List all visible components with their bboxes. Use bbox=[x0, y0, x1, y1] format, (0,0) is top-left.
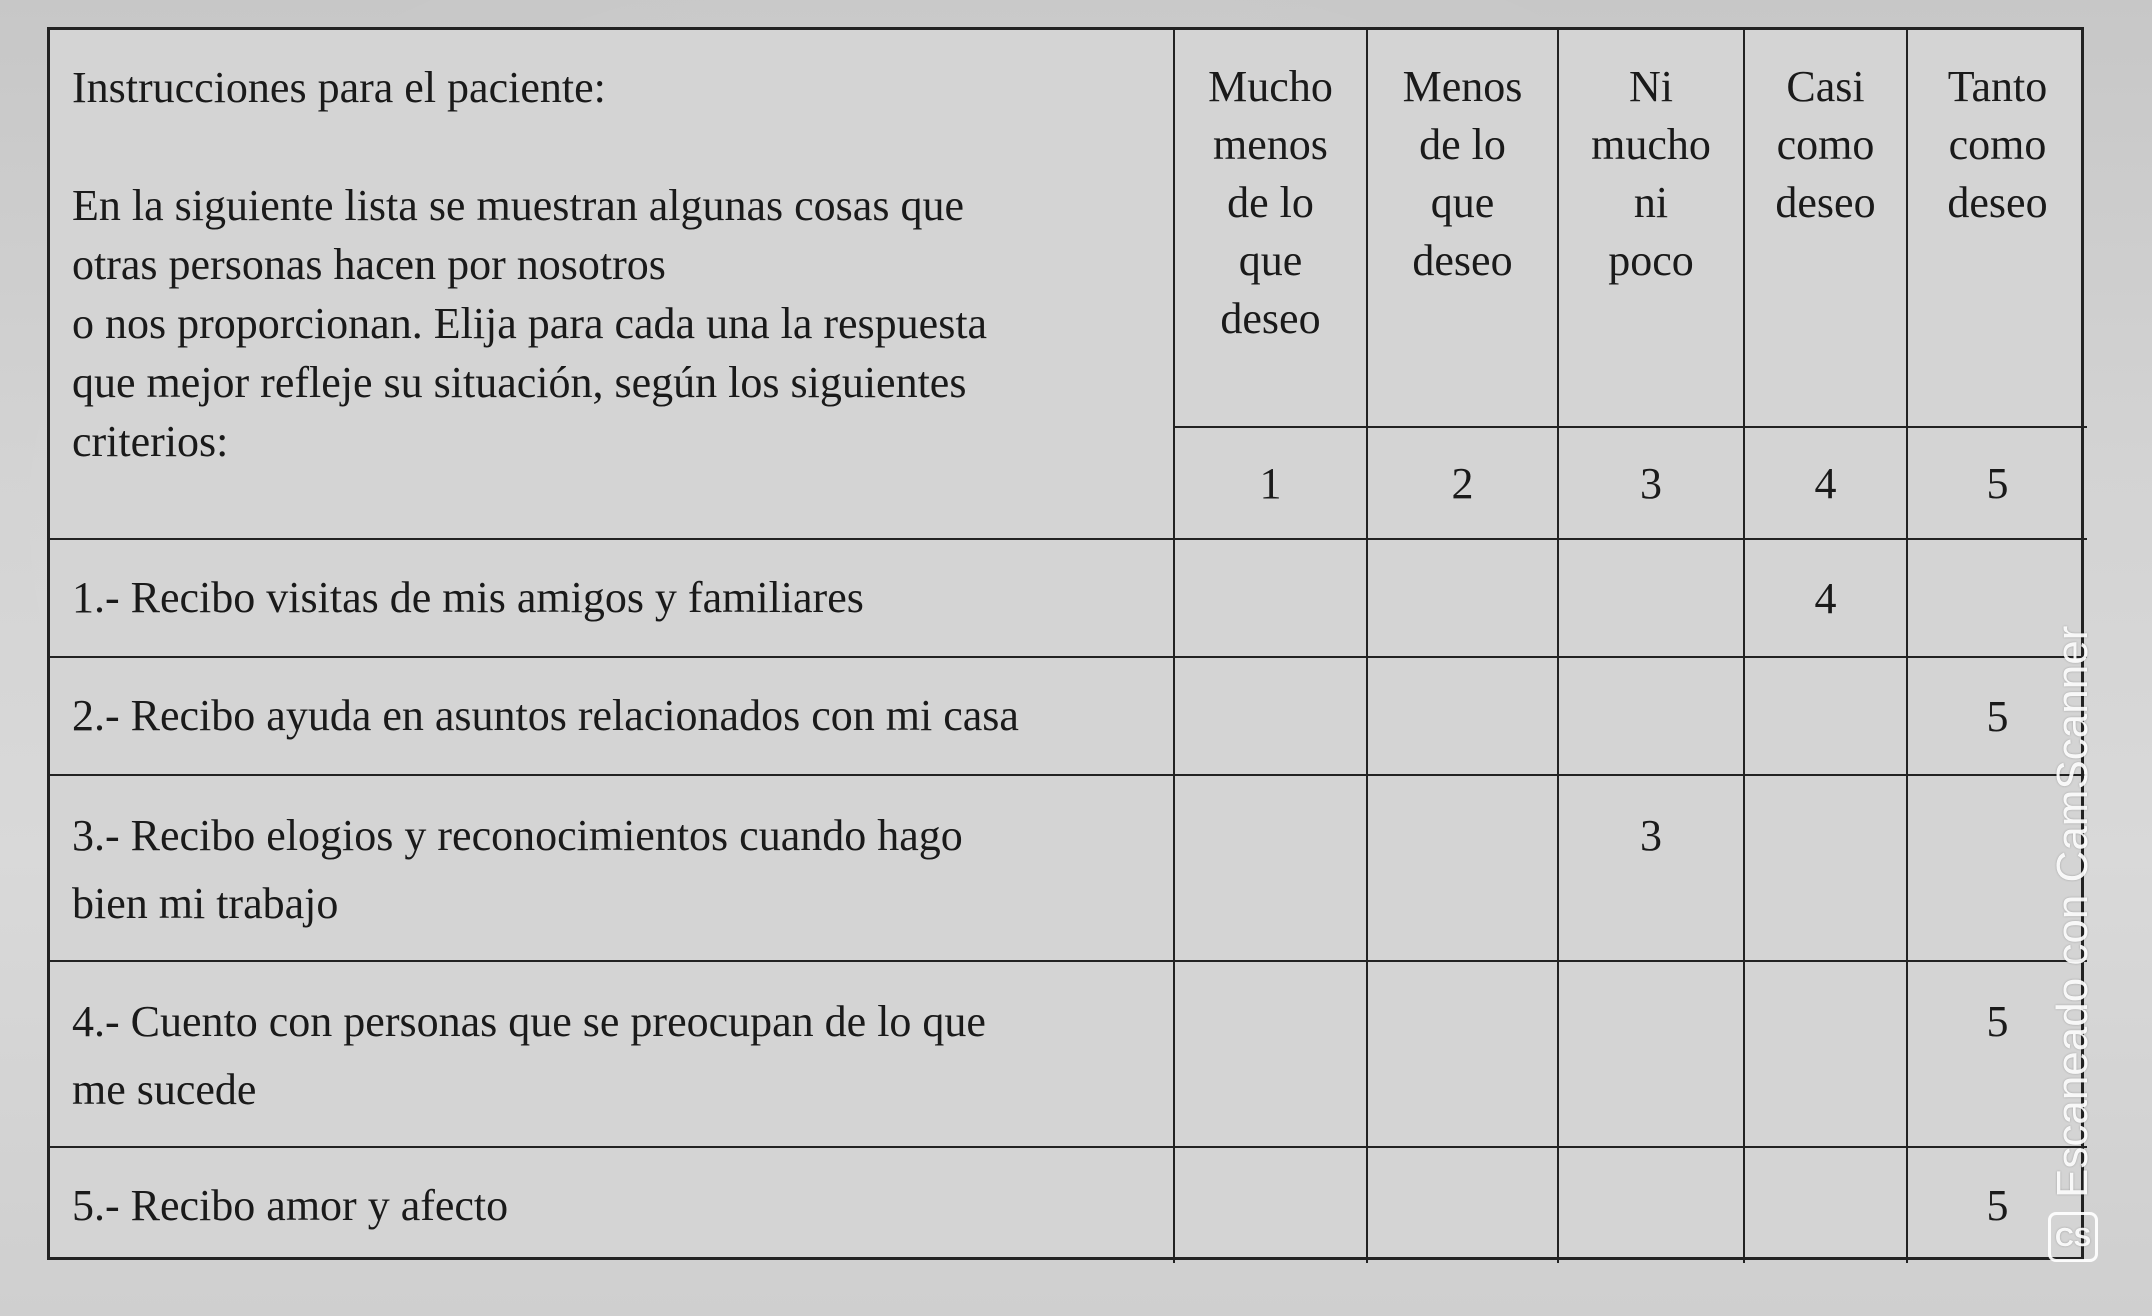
answer-mark-4: 5 bbox=[1908, 962, 2087, 1148]
answer-mark-2: 5 bbox=[1908, 658, 2087, 776]
answer-mark-5: 5 bbox=[1986, 1181, 2009, 1230]
answer-cell-5-1 bbox=[1175, 1148, 1368, 1263]
instructions-body: En la siguiente lista se muestran algunas cosas que otras personas hacen por nosotros o nos proporcionan. Elija para cada una la respuesta que mejor refleje su situación, según los siguientes criterios: bbox=[72, 181, 988, 466]
answer-cell-2-2 bbox=[1368, 658, 1559, 776]
answer-cell-2-4 bbox=[1745, 658, 1908, 776]
column-value-1: 1 bbox=[1175, 428, 1368, 540]
question-5: 5.- Recibo amor y afecto bbox=[50, 1148, 1175, 1263]
answer-cell-3-2 bbox=[1368, 776, 1559, 962]
answer-cell-2-3 bbox=[1559, 658, 1745, 776]
answer-cell-4-2 bbox=[1368, 962, 1559, 1148]
answer-cell-1-2 bbox=[1368, 540, 1559, 658]
question-4: 4.- Cuento con personas que se preocupan de lo que me sucede bbox=[50, 962, 1175, 1148]
answer-mark-1: 4 bbox=[1745, 540, 1908, 658]
answer-cell-5-4 bbox=[1745, 1148, 1908, 1263]
column-value-2: 2 bbox=[1368, 428, 1559, 540]
camscanner-watermark bbox=[2048, 626, 2098, 1262]
answer-cell-1-1 bbox=[1175, 540, 1368, 658]
answer-cell-3-4 bbox=[1745, 776, 1908, 962]
answer-cell-5-3 bbox=[1559, 1148, 1745, 1263]
column-header-2: Menos de lo que deseo bbox=[1368, 30, 1559, 428]
answer-cell-3-1 bbox=[1175, 776, 1368, 962]
column-header-5: Tanto como deseo bbox=[1908, 30, 2087, 428]
instructions-title: Instrucciones para el paciente: bbox=[72, 63, 606, 112]
column-header-4: Casi como deseo bbox=[1745, 30, 1908, 428]
watermark-text: Escaneado con CamScanner bbox=[2048, 625, 2097, 1198]
answer-cell-4-4 bbox=[1745, 962, 1908, 1148]
question-3: 3.- Recibo elogios y reconocimientos cuando hago bien mi trabajo bbox=[50, 776, 1175, 962]
questionnaire-table bbox=[47, 27, 2084, 1260]
instructions-cell bbox=[50, 30, 1175, 540]
answer-cell-1-3 bbox=[1559, 540, 1745, 658]
column-value-4: 4 bbox=[1745, 428, 1908, 540]
answer-cell-2-1 bbox=[1175, 658, 1368, 776]
answer-cell-5-2 bbox=[1368, 1148, 1559, 1263]
column-header-3: Ni mucho ni poco bbox=[1559, 30, 1745, 428]
camscanner-logo-icon: CS bbox=[2048, 1212, 2098, 1262]
column-value-5: 5 bbox=[1908, 428, 2087, 540]
column-value-3: 3 bbox=[1559, 428, 1745, 540]
answer-mark-3: 3 bbox=[1559, 776, 1745, 962]
answer-cell-4-1 bbox=[1175, 962, 1368, 1148]
question-1: 1.- Recibo visitas de mis amigos y familiares bbox=[50, 540, 1175, 658]
answer-cell-4-3 bbox=[1559, 962, 1745, 1148]
question-2: 2.- Recibo ayuda en asuntos relacionados con mi casa bbox=[50, 658, 1175, 776]
column-header-1: Mucho menos de lo que deseo bbox=[1175, 30, 1368, 428]
